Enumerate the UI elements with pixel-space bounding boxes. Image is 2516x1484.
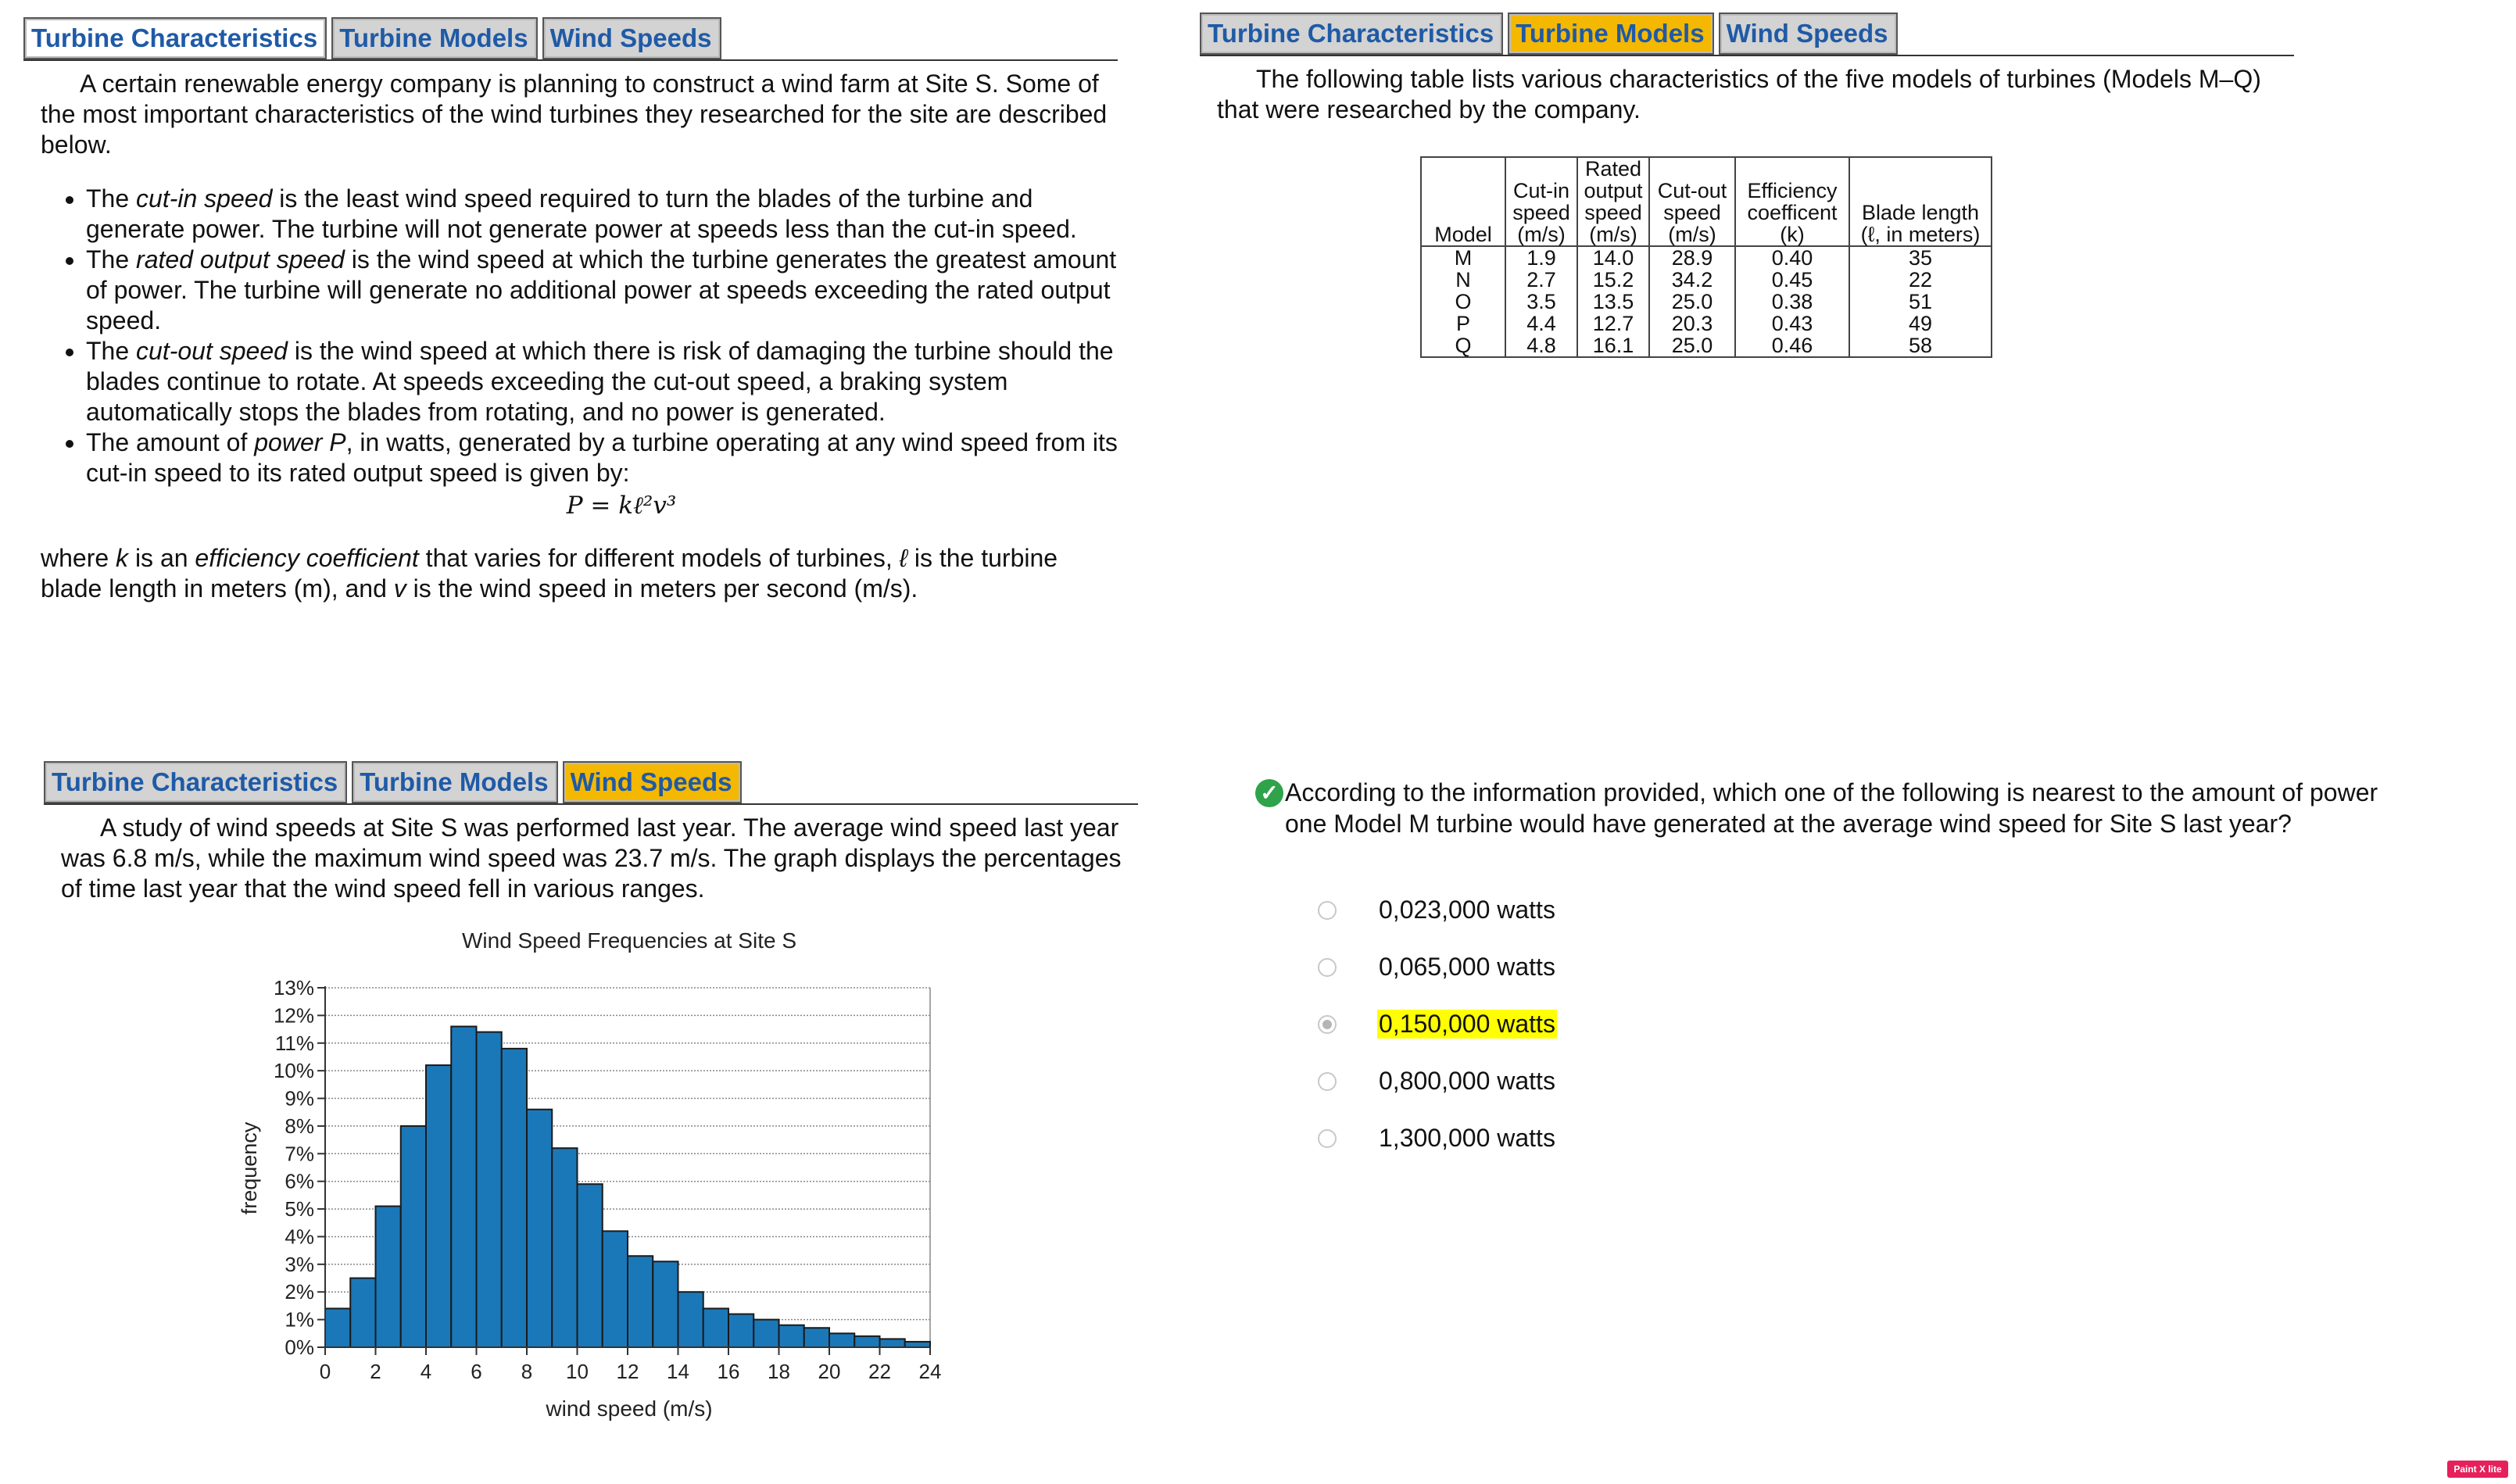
wind-speeds-panel bbox=[44, 761, 1138, 904]
histogram-bar bbox=[401, 1126, 426, 1347]
histogram-bar bbox=[753, 1320, 778, 1347]
check-circle-icon: ✓ bbox=[1255, 779, 1283, 807]
tab-turbine-models[interactable]: Turbine Models bbox=[352, 761, 557, 803]
table-cell: 16.1 bbox=[1577, 334, 1649, 357]
tab-turbine-models[interactable]: Turbine Models bbox=[1508, 13, 1713, 55]
table-cell: 20.3 bbox=[1649, 313, 1735, 334]
chart-x-label: wind speed (m/s) bbox=[546, 1396, 713, 1421]
table-header: Rated output speed (m/s) bbox=[1577, 157, 1649, 246]
table-cell: 3.5 bbox=[1505, 291, 1577, 313]
answer-option-label: 0,800,000 watts bbox=[1379, 1067, 1555, 1095]
table-cell: 22 bbox=[1849, 269, 1992, 291]
list-item: • The amount of power P, in watts, generated by a turbine operating at any wind speed from its cut-in speed to its rated output speed is given by: bbox=[86, 427, 1133, 488]
characteristics-panel bbox=[23, 17, 1118, 604]
y-tick-label: 5% bbox=[285, 1197, 314, 1221]
table-cell: 4.8 bbox=[1505, 334, 1577, 357]
tab-turbine-models[interactable]: Turbine Models bbox=[331, 17, 537, 59]
answer-option[interactable] bbox=[1318, 1124, 1557, 1153]
table-cell: 0.40 bbox=[1735, 246, 1849, 269]
x-tick-label: 14 bbox=[667, 1360, 689, 1383]
tab-turbine-characteristics[interactable]: Turbine Characteristics bbox=[44, 761, 347, 803]
table-cell: N bbox=[1421, 269, 1505, 291]
histogram-bar bbox=[678, 1292, 703, 1347]
histogram-bar bbox=[603, 1231, 628, 1347]
table-cell: 14.0 bbox=[1577, 246, 1649, 269]
histogram-bar bbox=[854, 1336, 879, 1347]
radio-button[interactable] bbox=[1318, 958, 1337, 977]
histogram-bar bbox=[880, 1339, 905, 1347]
answer-option-label: 0,150,000 watts bbox=[1379, 1010, 1555, 1038]
y-tick-label: 0% bbox=[285, 1336, 314, 1359]
histogram-bar bbox=[653, 1261, 678, 1347]
table-cell: 12.7 bbox=[1577, 313, 1649, 334]
x-tick-label: 16 bbox=[717, 1360, 740, 1383]
chart-y-label: frequency bbox=[238, 1121, 261, 1215]
histogram-bar bbox=[451, 1027, 476, 1347]
table-cell: 0.43 bbox=[1735, 313, 1849, 334]
histogram-bar bbox=[779, 1325, 804, 1347]
table-header: Cut-in speed (m/s) bbox=[1505, 157, 1577, 246]
radio-button-selected[interactable] bbox=[1318, 1015, 1337, 1034]
x-tick-label: 12 bbox=[616, 1360, 639, 1383]
histogram-bar bbox=[502, 1049, 527, 1347]
paint-x-lite-badge: Paint X lite bbox=[2447, 1461, 2508, 1478]
answer-option[interactable] bbox=[1318, 1010, 1557, 1039]
histogram-bar bbox=[376, 1207, 401, 1347]
answer-option[interactable] bbox=[1318, 953, 1557, 982]
table-cell: 0.38 bbox=[1735, 291, 1849, 313]
characteristics-list bbox=[23, 184, 1133, 488]
tab-turbine-characteristics[interactable]: Turbine Characteristics bbox=[23, 17, 327, 59]
table-cell: 4.4 bbox=[1505, 313, 1577, 334]
table-cell: 0.46 bbox=[1735, 334, 1849, 357]
table-cell: O bbox=[1421, 291, 1505, 313]
characteristics-intro: A certain renewable energy company is planning to construct a wind farm at Site S. Some of the most important characteristics of the wind turbines they researched for the site are described below. bbox=[41, 70, 1108, 159]
histogram-bar bbox=[477, 1032, 502, 1347]
table-row bbox=[1421, 291, 1992, 313]
answer-option[interactable] bbox=[1318, 896, 1557, 924]
x-tick-label: 22 bbox=[868, 1360, 891, 1383]
chart-title: Wind Speed Frequencies at Site S bbox=[461, 928, 797, 953]
histogram-bar bbox=[578, 1184, 603, 1347]
y-tick-label: 1% bbox=[285, 1307, 314, 1332]
y-tick-label: 10% bbox=[273, 1059, 314, 1083]
radio-button[interactable] bbox=[1318, 901, 1337, 920]
y-tick-label: 12% bbox=[273, 1003, 314, 1028]
y-tick-label: 11% bbox=[274, 1031, 314, 1055]
x-tick-label: 0 bbox=[319, 1360, 331, 1383]
x-tick-label: 20 bbox=[818, 1360, 841, 1383]
histogram-bar bbox=[628, 1256, 653, 1347]
question-area bbox=[1255, 777, 2389, 839]
histogram-bar bbox=[829, 1333, 854, 1347]
formula-explanation: where k is an efficiency coefficient that varies for different models of turbines, ℓ is the turbine blade length in meters (m), and v is the wind speed in meters per second (m/s). bbox=[41, 544, 1058, 603]
table-cell: Q bbox=[1421, 334, 1505, 357]
answer-option-label: 0,023,000 watts bbox=[1379, 896, 1555, 924]
table-row bbox=[1421, 313, 1992, 334]
histogram-bar bbox=[325, 1308, 350, 1347]
table-row bbox=[1421, 334, 1992, 357]
y-tick-label: 3% bbox=[285, 1252, 314, 1276]
table-cell: 25.0 bbox=[1649, 334, 1735, 357]
histogram-bar bbox=[703, 1308, 728, 1347]
x-tick-label: 6 bbox=[471, 1360, 482, 1383]
x-tick-label: 10 bbox=[566, 1360, 589, 1383]
y-tick-label: 9% bbox=[285, 1086, 314, 1110]
models-intro: The following table lists various characteristics of the five models of turbines (Models M–Q) that were researched by the company. bbox=[1217, 65, 2261, 123]
answer-option-label: 1,300,000 watts bbox=[1379, 1124, 1555, 1152]
list-item: • The cut-in speed is the least wind speed required to turn the blades of the turbine and generate power. The turbine will not generate power at speeds less than the cut-in speed. bbox=[86, 184, 1133, 245]
table-header: Cut-out speed (m/s) bbox=[1649, 157, 1735, 246]
tab-bar bbox=[44, 761, 1138, 805]
histogram-bar bbox=[552, 1148, 577, 1347]
question-text: According to the information provided, which one of the following is nearest to the amount of power one Model M turbine would have generated at the average wind speed for Site S last year? bbox=[1285, 778, 2378, 838]
x-tick-label: 24 bbox=[918, 1360, 942, 1383]
table-row bbox=[1421, 246, 1992, 269]
y-tick-label: 8% bbox=[285, 1114, 314, 1138]
table-cell: 51 bbox=[1849, 291, 1992, 313]
tab-bar bbox=[1200, 13, 2294, 56]
answer-option[interactable] bbox=[1318, 1067, 1557, 1096]
table-row bbox=[1421, 269, 1992, 291]
tab-wind-speeds[interactable]: Wind Speeds bbox=[1719, 13, 1898, 55]
tab-wind-speeds[interactable]: Wind Speeds bbox=[542, 17, 721, 59]
y-tick-label: 13% bbox=[273, 976, 314, 999]
histogram-bar bbox=[728, 1314, 753, 1347]
histogram-bar bbox=[426, 1065, 451, 1347]
tab-wind-speeds[interactable]: Wind Speeds bbox=[563, 761, 742, 803]
table-cell: 58 bbox=[1849, 334, 1992, 357]
y-tick-label: 2% bbox=[285, 1280, 314, 1304]
table-cell: 1.9 bbox=[1505, 246, 1577, 269]
list-item: • The rated output speed is the wind speed at which the turbine generates the greatest amount of power. The turbine will generate no additional power at speeds exceeding the rated output speed. bbox=[86, 245, 1133, 336]
wind-intro: A study of wind speeds at Site S was performed last year. The average wind speed last year was 6.8 m/s, while the maximum wind speed was 23.7 m/s. The graph displays the percentages of time last year that the wind speed fell in various ranges. bbox=[61, 814, 1122, 903]
table-cell: 2.7 bbox=[1505, 269, 1577, 291]
table-cell: 13.5 bbox=[1577, 291, 1649, 313]
table-cell: 28.9 bbox=[1649, 246, 1735, 269]
tab-bar bbox=[23, 17, 1118, 61]
histogram-bar bbox=[804, 1328, 829, 1347]
wind-speed-chart bbox=[227, 922, 977, 1430]
list-item: • The cut-out speed is the wind speed at which there is risk of damaging the turbine should the blades continue to rotate. At speeds exceeding the cut-out speed, a braking system automatically stops the blades from rotating, and no power is generated. bbox=[86, 336, 1133, 427]
histogram-bar bbox=[527, 1110, 552, 1347]
table-cell: P bbox=[1421, 313, 1505, 334]
table-cell: 49 bbox=[1849, 313, 1992, 334]
table-cell: 34.2 bbox=[1649, 269, 1735, 291]
table-cell: 15.2 bbox=[1577, 269, 1649, 291]
y-tick-label: 7% bbox=[285, 1142, 314, 1166]
x-tick-label: 2 bbox=[370, 1360, 381, 1383]
histogram-bar bbox=[350, 1278, 375, 1347]
answer-option-label: 0,065,000 watts bbox=[1379, 953, 1555, 981]
y-tick-label: 6% bbox=[285, 1169, 314, 1193]
table-header: Efficiency coefficent (k) bbox=[1735, 157, 1849, 246]
power-formula: P = kℓ²v³ bbox=[566, 492, 677, 520]
table-cell: M bbox=[1421, 246, 1505, 269]
x-tick-label: 8 bbox=[521, 1360, 533, 1383]
table-cell: 25.0 bbox=[1649, 291, 1735, 313]
histogram-bar bbox=[905, 1342, 930, 1347]
table-header-row bbox=[1421, 157, 1992, 246]
y-tick-label: 4% bbox=[285, 1225, 314, 1249]
x-tick-label: 18 bbox=[768, 1360, 790, 1383]
radio-button[interactable] bbox=[1318, 1072, 1337, 1091]
radio-button[interactable] bbox=[1318, 1129, 1337, 1148]
table-cell: 35 bbox=[1849, 246, 1992, 269]
tab-turbine-characteristics[interactable]: Turbine Characteristics bbox=[1200, 13, 1503, 55]
x-tick-label: 4 bbox=[420, 1360, 432, 1383]
table-header: Blade length (ℓ, in meters) bbox=[1849, 157, 1992, 246]
turbine-models-table bbox=[1420, 156, 1992, 358]
table-header: Model bbox=[1421, 157, 1505, 246]
models-panel bbox=[1200, 13, 2294, 357]
table-cell: 0.45 bbox=[1735, 269, 1849, 291]
